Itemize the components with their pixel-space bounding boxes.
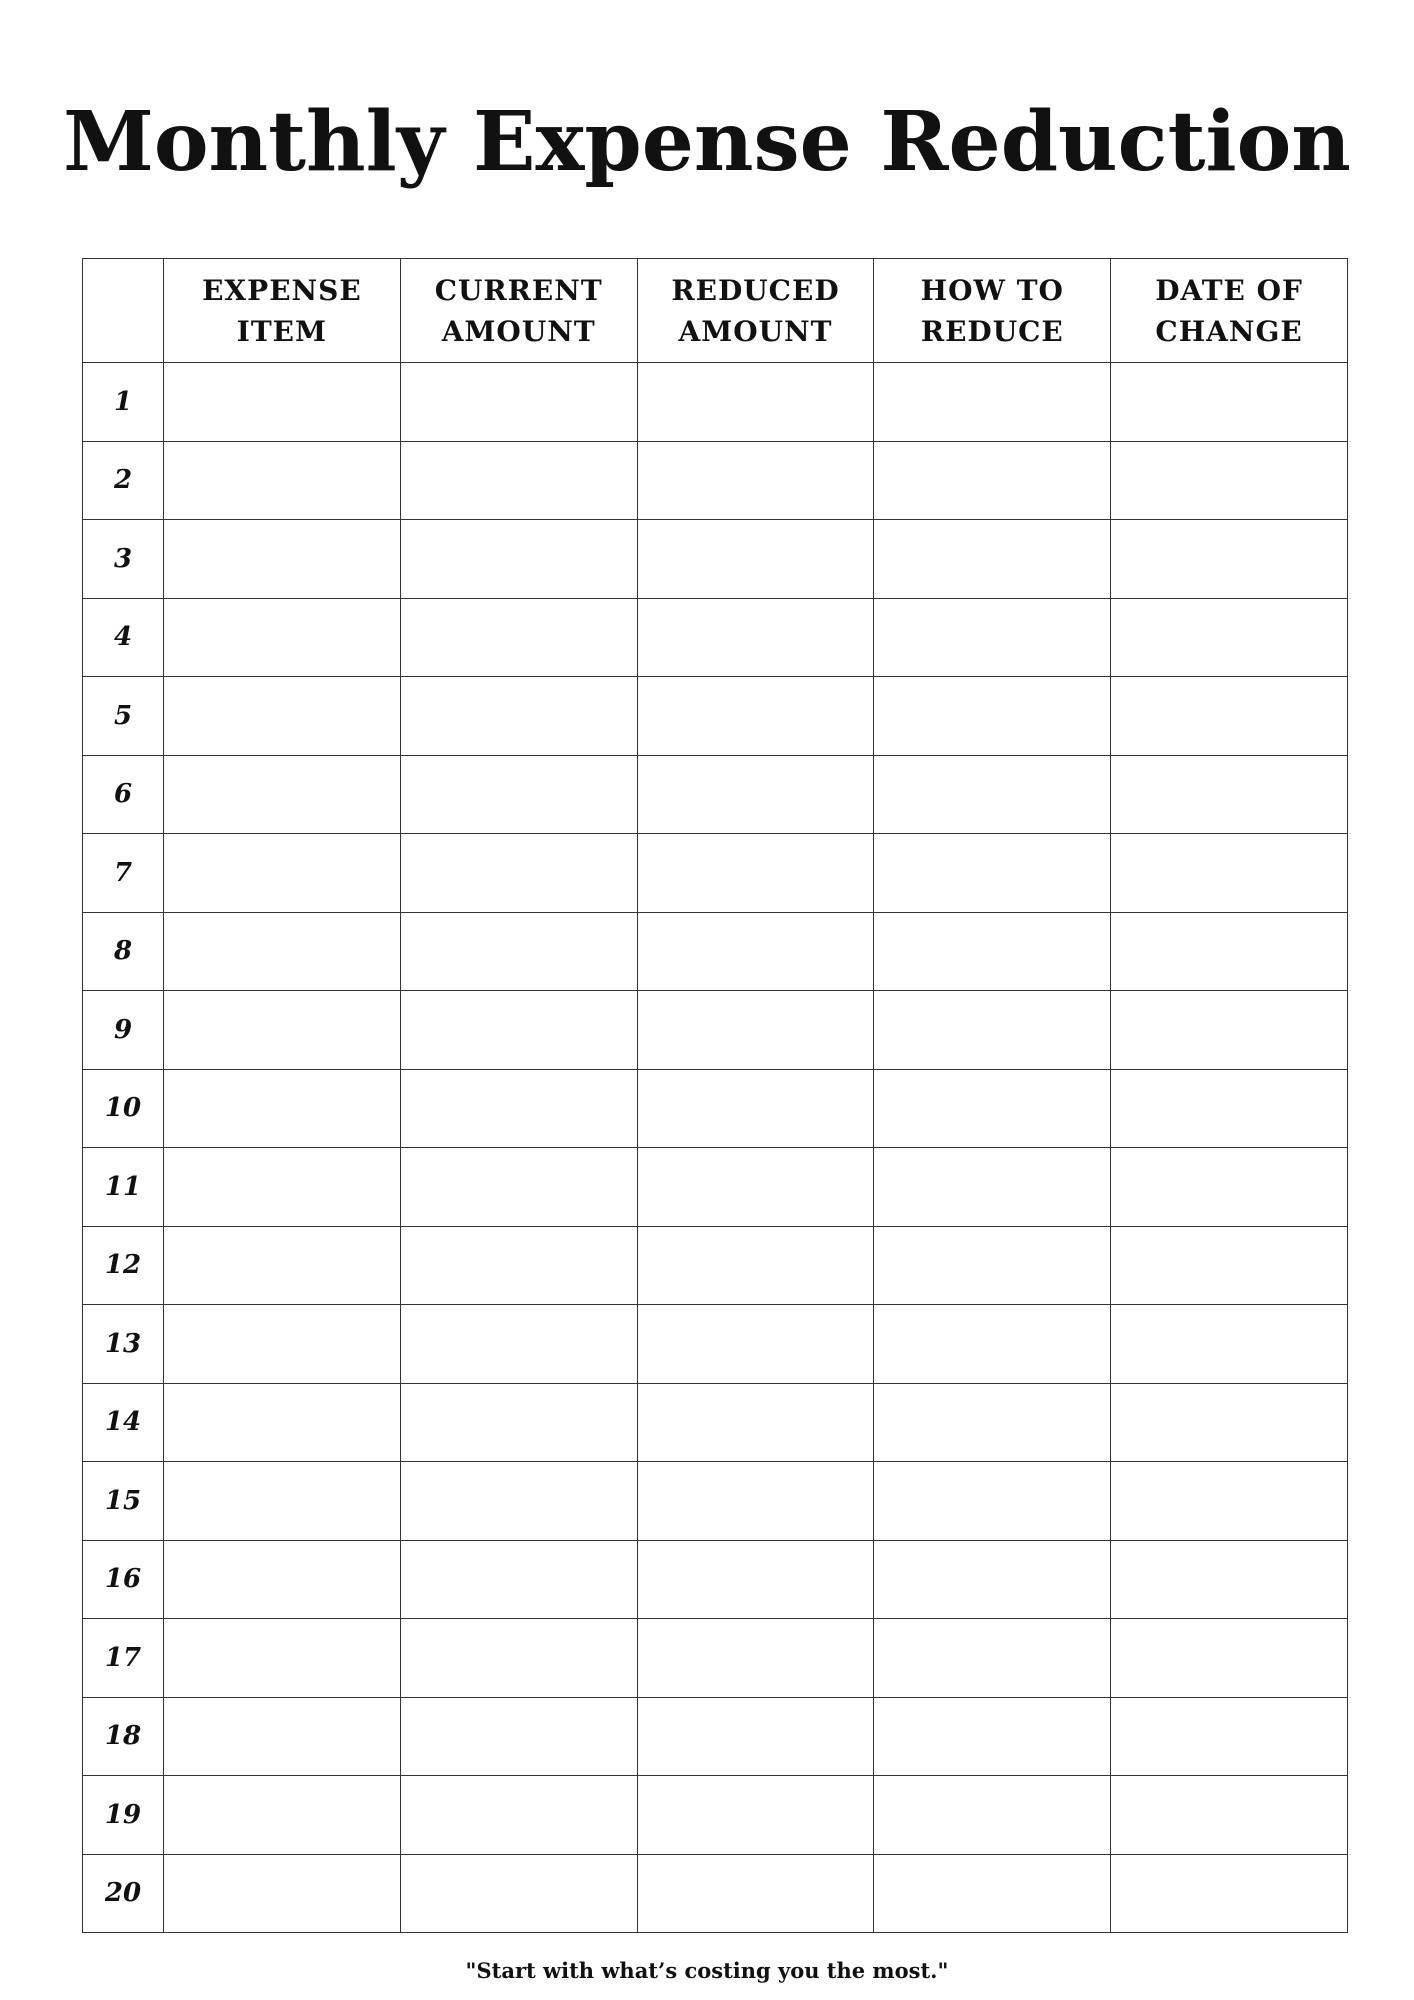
expense-item-cell[interactable] <box>164 677 401 756</box>
table-row <box>83 441 1348 520</box>
row-number: 17 <box>83 1619 164 1698</box>
column-header-how-to-reduce: HOW TO REDUCE <box>874 259 1111 363</box>
current-amount-cell[interactable] <box>400 912 637 991</box>
row-number: 19 <box>83 1776 164 1855</box>
reduced-amount-cell[interactable] <box>637 1305 874 1384</box>
table-row <box>83 834 1348 913</box>
table-row <box>83 1226 1348 1305</box>
row-number: 15 <box>83 1462 164 1541</box>
reduced-amount-cell[interactable] <box>637 1226 874 1305</box>
expense-item-cell[interactable] <box>164 755 401 834</box>
current-amount-cell[interactable] <box>400 1148 637 1227</box>
date-of-change-cell[interactable] <box>1111 1226 1348 1305</box>
reduced-amount-cell[interactable] <box>637 441 874 520</box>
column-header-reduced-amount: REDUCED AMOUNT <box>637 259 874 363</box>
table-row <box>83 1069 1348 1148</box>
reduced-amount-cell[interactable] <box>637 834 874 913</box>
expense-item-cell[interactable] <box>164 912 401 991</box>
row-number: 6 <box>83 755 164 834</box>
current-amount-cell[interactable] <box>400 834 637 913</box>
date-of-change-cell[interactable] <box>1111 598 1348 677</box>
date-of-change-cell[interactable] <box>1111 755 1348 834</box>
column-header-expense-item: EXPENSE ITEM <box>164 259 401 363</box>
how-to-reduce-cell[interactable] <box>874 755 1111 834</box>
current-amount-cell[interactable] <box>400 1854 637 1933</box>
reduced-amount-cell[interactable] <box>637 1540 874 1619</box>
row-number: 5 <box>83 677 164 756</box>
reduced-amount-cell[interactable] <box>637 1383 874 1462</box>
expense-item-cell[interactable] <box>164 520 401 599</box>
how-to-reduce-cell[interactable] <box>874 520 1111 599</box>
date-of-change-cell[interactable] <box>1111 991 1348 1070</box>
table-row <box>83 1305 1348 1384</box>
how-to-reduce-cell[interactable] <box>874 991 1111 1070</box>
current-amount-cell[interactable] <box>400 1069 637 1148</box>
current-amount-cell[interactable] <box>400 677 637 756</box>
date-of-change-cell[interactable] <box>1111 1776 1348 1855</box>
how-to-reduce-cell[interactable] <box>874 598 1111 677</box>
column-header-current-amount: CURRENT AMOUNT <box>400 259 637 363</box>
row-number: 4 <box>83 598 164 677</box>
table-body <box>83 363 1348 1933</box>
table-row <box>83 363 1348 442</box>
current-amount-cell[interactable] <box>400 1697 637 1776</box>
reduced-amount-cell[interactable] <box>637 755 874 834</box>
table-row <box>83 520 1348 599</box>
expense-item-cell[interactable] <box>164 1619 401 1698</box>
date-of-change-cell[interactable] <box>1111 1305 1348 1384</box>
expense-reduction-table <box>82 258 1348 1933</box>
row-number: 9 <box>83 991 164 1070</box>
expense-item-cell[interactable] <box>164 1305 401 1384</box>
how-to-reduce-cell[interactable] <box>874 1619 1111 1698</box>
date-of-change-cell[interactable] <box>1111 834 1348 913</box>
reduced-amount-cell[interactable] <box>637 598 874 677</box>
table-row <box>83 1462 1348 1541</box>
current-amount-cell[interactable] <box>400 520 637 599</box>
how-to-reduce-cell[interactable] <box>874 1226 1111 1305</box>
reduced-amount-cell[interactable] <box>637 1697 874 1776</box>
reduced-amount-cell[interactable] <box>637 1148 874 1227</box>
date-of-change-cell[interactable] <box>1111 1148 1348 1227</box>
reduced-amount-cell[interactable] <box>637 1069 874 1148</box>
table-row <box>83 1619 1348 1698</box>
current-amount-cell[interactable] <box>400 1619 637 1698</box>
how-to-reduce-cell[interactable] <box>874 1854 1111 1933</box>
current-amount-cell[interactable] <box>400 755 637 834</box>
row-number: 16 <box>83 1540 164 1619</box>
row-number: 1 <box>83 363 164 442</box>
table-row <box>83 991 1348 1070</box>
reduced-amount-cell[interactable] <box>637 991 874 1070</box>
row-number: 18 <box>83 1697 164 1776</box>
footer-quote: "Start with what’s costing you the most." <box>465 1958 949 1983</box>
date-of-change-cell[interactable] <box>1111 1854 1348 1933</box>
reduced-amount-cell[interactable] <box>637 677 874 756</box>
row-number: 11 <box>83 1148 164 1227</box>
expense-item-cell[interactable] <box>164 1854 401 1933</box>
date-of-change-cell[interactable] <box>1111 677 1348 756</box>
how-to-reduce-cell[interactable] <box>874 1148 1111 1227</box>
date-of-change-cell[interactable] <box>1111 1697 1348 1776</box>
table-row <box>83 1148 1348 1227</box>
current-amount-cell[interactable] <box>400 1776 637 1855</box>
current-amount-cell[interactable] <box>400 1305 637 1384</box>
expense-item-cell[interactable] <box>164 1776 401 1855</box>
current-amount-cell[interactable] <box>400 1383 637 1462</box>
date-of-change-cell[interactable] <box>1111 1383 1348 1462</box>
row-number: 13 <box>83 1305 164 1384</box>
current-amount-cell[interactable] <box>400 1462 637 1541</box>
expense-item-cell[interactable] <box>164 598 401 677</box>
table-row <box>83 598 1348 677</box>
expense-item-cell[interactable] <box>164 1462 401 1541</box>
table-row <box>83 755 1348 834</box>
reduced-amount-cell[interactable] <box>637 363 874 442</box>
reduced-amount-cell[interactable] <box>637 912 874 991</box>
row-number: 14 <box>83 1383 164 1462</box>
how-to-reduce-cell[interactable] <box>874 677 1111 756</box>
table-row <box>83 677 1348 756</box>
reduced-amount-cell[interactable] <box>637 1776 874 1855</box>
current-amount-cell[interactable] <box>400 441 637 520</box>
date-of-change-cell[interactable] <box>1111 1619 1348 1698</box>
expense-item-cell[interactable] <box>164 441 401 520</box>
table-row <box>83 1854 1348 1933</box>
current-amount-cell[interactable] <box>400 363 637 442</box>
page-title: Monthly Expense Reduction <box>63 94 1351 190</box>
date-of-change-cell[interactable] <box>1111 1462 1348 1541</box>
table-header-row <box>83 259 1348 363</box>
row-number: 12 <box>83 1226 164 1305</box>
expense-item-cell[interactable] <box>164 1069 401 1148</box>
row-number: 3 <box>83 520 164 599</box>
table-row <box>83 1697 1348 1776</box>
row-number: 8 <box>83 912 164 991</box>
date-of-change-cell[interactable] <box>1111 1069 1348 1148</box>
current-amount-cell[interactable] <box>400 1226 637 1305</box>
column-header-number <box>83 259 164 363</box>
how-to-reduce-cell[interactable] <box>874 1383 1111 1462</box>
table-row <box>83 1776 1348 1855</box>
current-amount-cell[interactable] <box>400 1540 637 1619</box>
table-row <box>83 912 1348 991</box>
reduced-amount-cell[interactable] <box>637 1462 874 1541</box>
how-to-reduce-cell[interactable] <box>874 1540 1111 1619</box>
row-number: 2 <box>83 441 164 520</box>
expense-item-cell[interactable] <box>164 1226 401 1305</box>
date-of-change-cell[interactable] <box>1111 363 1348 442</box>
how-to-reduce-cell[interactable] <box>874 834 1111 913</box>
how-to-reduce-cell[interactable] <box>874 1069 1111 1148</box>
current-amount-cell[interactable] <box>400 991 637 1070</box>
how-to-reduce-cell[interactable] <box>874 363 1111 442</box>
table-row <box>83 1383 1348 1462</box>
expense-item-cell[interactable] <box>164 1148 401 1227</box>
column-header-date-of-change: DATE OF CHANGE <box>1111 259 1348 363</box>
row-number: 7 <box>83 834 164 913</box>
how-to-reduce-cell[interactable] <box>874 1305 1111 1384</box>
expense-item-cell[interactable] <box>164 1540 401 1619</box>
how-to-reduce-cell[interactable] <box>874 1462 1111 1541</box>
how-to-reduce-cell[interactable] <box>874 441 1111 520</box>
date-of-change-cell[interactable] <box>1111 912 1348 991</box>
how-to-reduce-cell[interactable] <box>874 912 1111 991</box>
row-number: 10 <box>83 1069 164 1148</box>
reduced-amount-cell[interactable] <box>637 1854 874 1933</box>
date-of-change-cell[interactable] <box>1111 1540 1348 1619</box>
table-row <box>83 1540 1348 1619</box>
expense-item-cell[interactable] <box>164 991 401 1070</box>
how-to-reduce-cell[interactable] <box>874 1776 1111 1855</box>
expense-item-cell[interactable] <box>164 1383 401 1462</box>
reduced-amount-cell[interactable] <box>637 1619 874 1698</box>
reduced-amount-cell[interactable] <box>637 520 874 599</box>
date-of-change-cell[interactable] <box>1111 441 1348 520</box>
current-amount-cell[interactable] <box>400 598 637 677</box>
expense-item-cell[interactable] <box>164 834 401 913</box>
expense-item-cell[interactable] <box>164 363 401 442</box>
how-to-reduce-cell[interactable] <box>874 1697 1111 1776</box>
expense-item-cell[interactable] <box>164 1697 401 1776</box>
date-of-change-cell[interactable] <box>1111 520 1348 599</box>
row-number: 20 <box>83 1854 164 1933</box>
